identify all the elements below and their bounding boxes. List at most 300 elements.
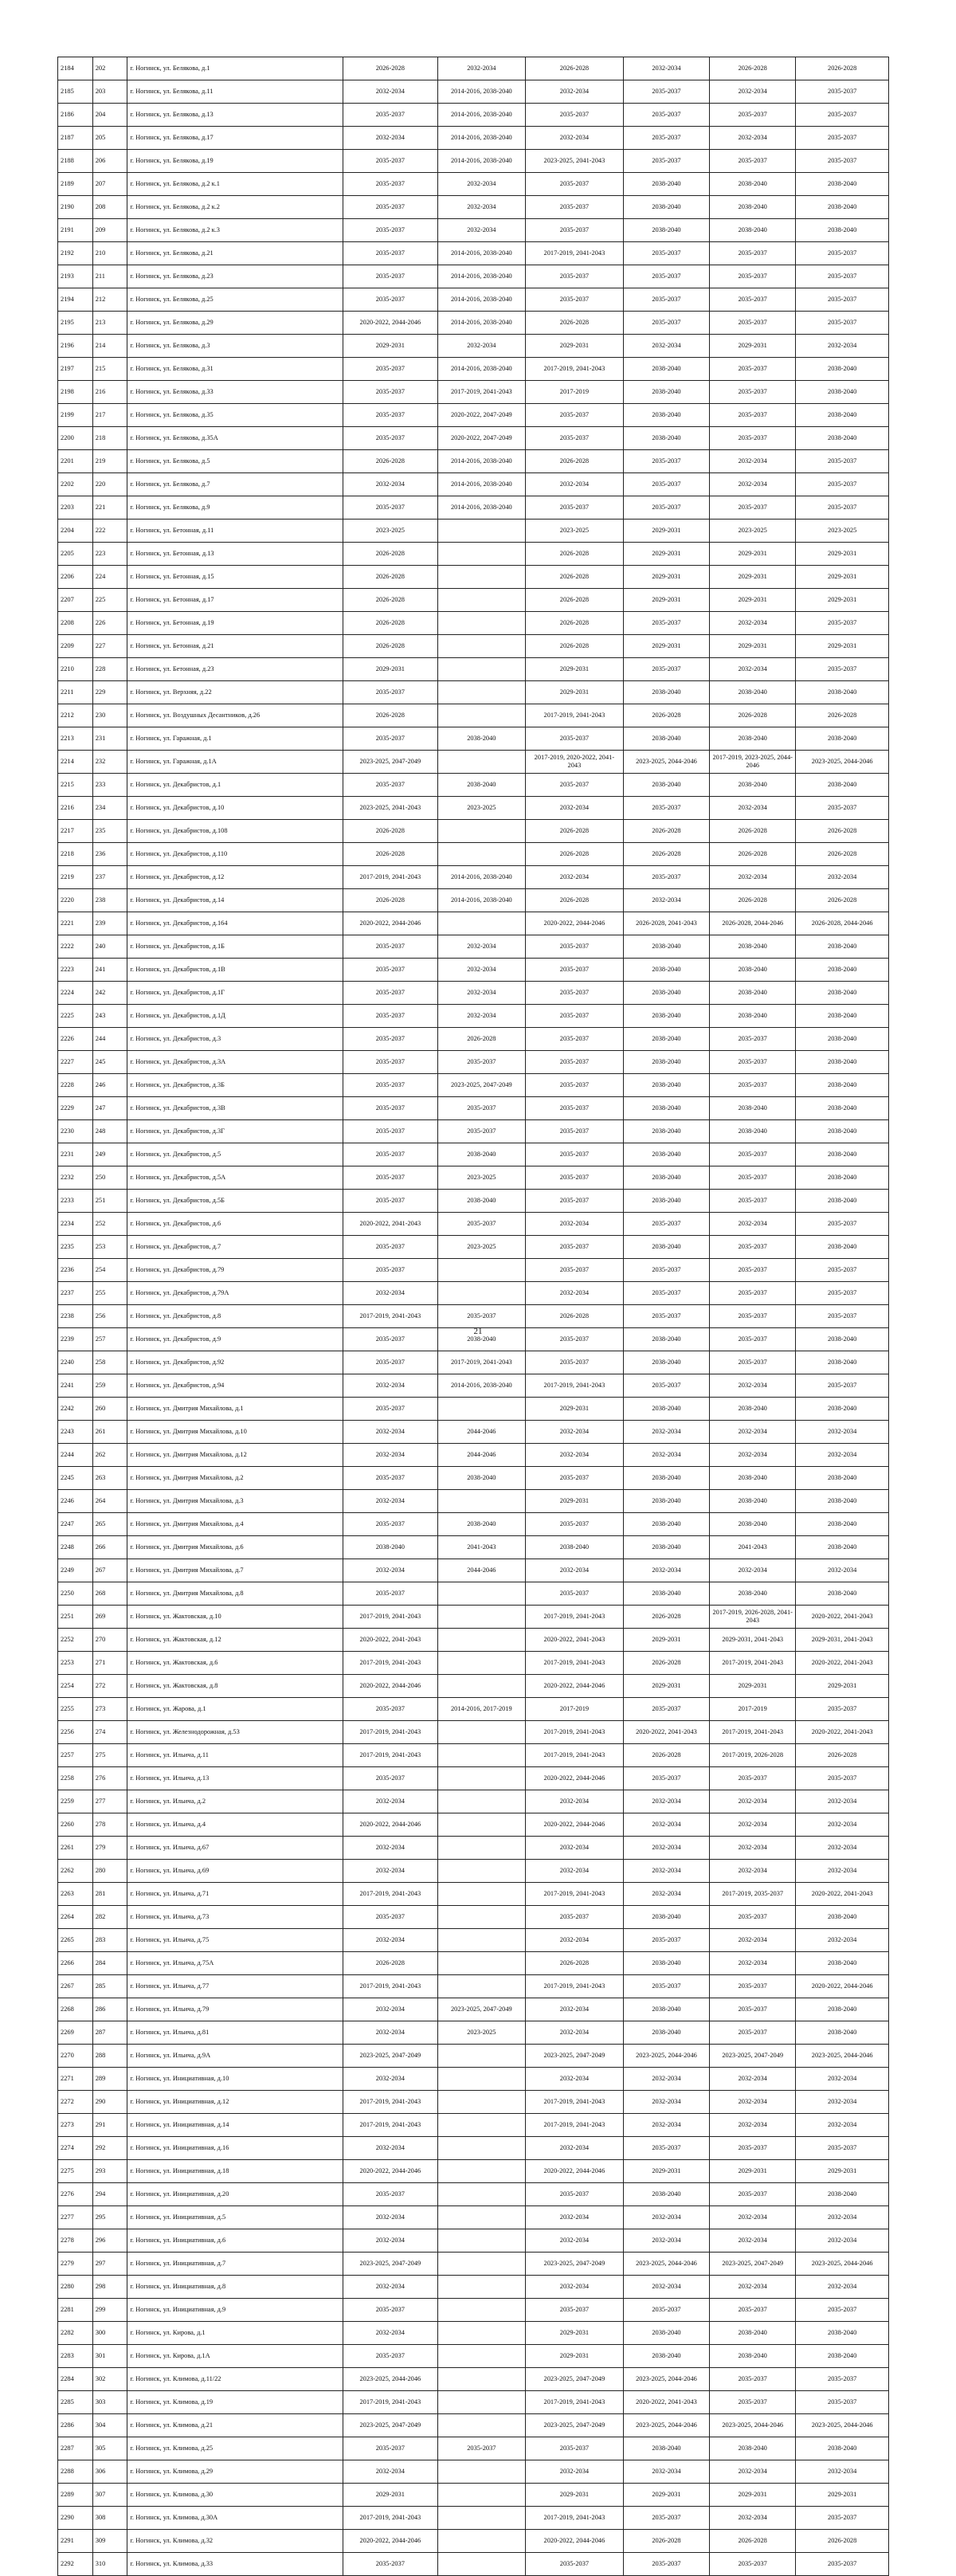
period-col-6-cell: 2035-2037 bbox=[796, 612, 889, 635]
period-col-1-cell: 2017-2019, 2041-2043 bbox=[343, 1606, 438, 1629]
period-col-6-cell: 2035-2037 bbox=[796, 104, 889, 127]
period-col-6-cell: 2029-2031 bbox=[796, 1675, 889, 1698]
address-cell: г. Ногинск, ул. Ильича, д.69 bbox=[127, 1860, 343, 1883]
period-col-3-cell: 2035-2037 bbox=[526, 1513, 624, 1536]
table-row bbox=[58, 843, 889, 866]
period-col-2-cell bbox=[437, 2045, 525, 2068]
item-number-cell: 250 bbox=[92, 1166, 127, 1190]
period-col-4-cell: 2035-2037 bbox=[623, 450, 709, 473]
period-col-6-cell: 2032-2034 bbox=[796, 866, 889, 889]
period-col-3-cell: 2026-2028 bbox=[526, 820, 624, 843]
period-col-4-cell: 2038-2040 bbox=[623, 1952, 709, 1975]
item-number-cell: 255 bbox=[92, 1282, 127, 1305]
period-col-6-cell: 2038-2040 bbox=[796, 1120, 889, 1143]
period-col-4-cell: 2035-2037 bbox=[623, 127, 709, 150]
period-col-6-cell: 2035-2037 bbox=[796, 496, 889, 520]
address-cell: г. Ногинск, ул. Декабристов, д.3А bbox=[127, 1051, 343, 1074]
period-col-6-cell: 2032-2034 bbox=[796, 1559, 889, 1582]
row-number-cell: 2274 bbox=[58, 2137, 93, 2160]
period-col-3-cell: 2032-2034 bbox=[526, 1444, 624, 1467]
address-cell: г. Ногинск, ул. Дмитрия Михайлова, д.1 bbox=[127, 1398, 343, 1421]
period-col-6-cell: 2038-2040 bbox=[796, 1582, 889, 1606]
table-row bbox=[58, 2553, 889, 2576]
period-col-6-cell: 2029-2031, 2041-2043 bbox=[796, 1629, 889, 1652]
period-col-5-cell: 2023-2025, 2047-2049 bbox=[710, 2253, 796, 2276]
period-col-4-cell: 2038-2040 bbox=[623, 2437, 709, 2460]
period-col-1-cell: 2035-2037 bbox=[343, 242, 438, 265]
period-col-1-cell: 2032-2034 bbox=[343, 1790, 438, 1813]
row-number-cell: 2185 bbox=[58, 80, 93, 104]
table-row bbox=[58, 1744, 889, 1767]
address-cell: г. Ногинск, ул. Бетонная, д.13 bbox=[127, 543, 343, 566]
table-row bbox=[58, 1490, 889, 1513]
table-row bbox=[58, 427, 889, 450]
period-col-2-cell: 2020-2022, 2047-2049 bbox=[437, 427, 525, 450]
item-number-cell: 234 bbox=[92, 797, 127, 820]
period-col-4-cell: 2038-2040 bbox=[623, 727, 709, 751]
table-row bbox=[58, 1975, 889, 1998]
period-col-6-cell: 2038-2040 bbox=[796, 1513, 889, 1536]
period-col-3-cell: 2023-2025, 2047-2049 bbox=[526, 2414, 624, 2437]
period-col-3-cell: 2035-2037 bbox=[526, 774, 624, 797]
address-cell: г. Ногинск, ул. Декабристов, д.9 bbox=[127, 1328, 343, 1351]
address-cell: г. Ногинск, ул. Декабристов, д.6 bbox=[127, 1213, 343, 1236]
item-number-cell: 260 bbox=[92, 1398, 127, 1421]
item-number-cell: 297 bbox=[92, 2253, 127, 2276]
period-col-3-cell: 2035-2037 bbox=[526, 1005, 624, 1028]
period-col-1-cell: 2023-2025, 2047-2049 bbox=[343, 2253, 438, 2276]
address-cell: г. Ногинск, ул. Ильича, д.71 bbox=[127, 1883, 343, 1906]
period-col-6-cell: 2038-2040 bbox=[796, 1490, 889, 1513]
period-col-6-cell: 2032-2034 bbox=[796, 2114, 889, 2137]
address-cell: г. Ногинск, ул. Жактовская, д.6 bbox=[127, 1652, 343, 1675]
period-col-5-cell: 2026-2028 bbox=[710, 57, 796, 80]
address-cell: г. Ногинск, ул. Воздушных Десантников, д.26 bbox=[127, 704, 343, 727]
period-col-4-cell: 2038-2040 bbox=[623, 1143, 709, 1166]
period-col-6-cell: 2038-2040 bbox=[796, 2437, 889, 2460]
period-col-3-cell: 2032-2034 bbox=[526, 2229, 624, 2253]
period-col-3-cell: 2032-2034 bbox=[526, 1559, 624, 1582]
address-cell: г. Ногинск, ул. Белякова, д.11 bbox=[127, 80, 343, 104]
period-col-4-cell: 2038-2040 bbox=[623, 1120, 709, 1143]
table-row bbox=[58, 496, 889, 520]
period-col-4-cell: 2035-2037 bbox=[623, 312, 709, 335]
period-col-2-cell: 2044-2046 bbox=[437, 1444, 525, 1467]
period-col-6-cell: 2038-2040 bbox=[796, 2322, 889, 2345]
row-number-cell: 2266 bbox=[58, 1952, 93, 1975]
period-col-3-cell: 2035-2037 bbox=[526, 1351, 624, 1374]
table-row bbox=[58, 1051, 889, 1074]
period-col-6-cell: 2038-2040 bbox=[796, 404, 889, 427]
period-col-1-cell: 2032-2034 bbox=[343, 1860, 438, 1883]
table-row bbox=[58, 288, 889, 312]
period-col-1-cell: 2032-2034 bbox=[343, 2460, 438, 2484]
period-col-6-cell: 2035-2037 bbox=[796, 1698, 889, 1721]
period-col-1-cell: 2020-2022, 2044-2046 bbox=[343, 2530, 438, 2553]
row-number-cell: 2190 bbox=[58, 196, 93, 219]
period-col-1-cell: 2032-2034 bbox=[343, 2206, 438, 2229]
period-col-3-cell: 2026-2028 bbox=[526, 57, 624, 80]
period-col-4-cell: 2038-2040 bbox=[623, 2322, 709, 2345]
row-number-cell: 2245 bbox=[58, 1467, 93, 1490]
period-col-3-cell: 2032-2034 bbox=[526, 1282, 624, 1305]
period-col-5-cell: 2035-2037 bbox=[710, 2021, 796, 2045]
period-col-6-cell: 2032-2034 bbox=[796, 1813, 889, 1837]
period-col-6-cell: 2032-2034 bbox=[796, 2091, 889, 2114]
period-col-3-cell: 2029-2031 bbox=[526, 2345, 624, 2368]
period-col-5-cell: 2029-2031 bbox=[710, 635, 796, 658]
row-number-cell: 2214 bbox=[58, 751, 93, 774]
period-col-6-cell: 2038-2040 bbox=[796, 982, 889, 1005]
item-number-cell: 271 bbox=[92, 1652, 127, 1675]
period-col-3-cell: 2032-2034 bbox=[526, 2021, 624, 2045]
period-col-5-cell: 2029-2031 bbox=[710, 589, 796, 612]
address-cell: г. Ногинск, ул. Ильича, д.2 bbox=[127, 1790, 343, 1813]
row-number-cell: 2265 bbox=[58, 1929, 93, 1952]
table-row bbox=[58, 473, 889, 496]
item-number-cell: 294 bbox=[92, 2183, 127, 2206]
period-col-3-cell: 2035-2037 bbox=[526, 1236, 624, 1259]
period-col-5-cell: 2035-2037 bbox=[710, 1259, 796, 1282]
period-col-4-cell: 2038-2040 bbox=[623, 173, 709, 196]
period-col-4-cell: 2038-2040 bbox=[623, 681, 709, 704]
period-col-4-cell: 2038-2040 bbox=[623, 196, 709, 219]
period-col-3-cell: 2017-2019, 2041-2043 bbox=[526, 358, 624, 381]
period-col-6-cell: 2035-2037 bbox=[796, 312, 889, 335]
period-col-2-cell bbox=[437, 1790, 525, 1813]
period-col-4-cell: 2032-2034 bbox=[623, 2206, 709, 2229]
period-col-3-cell: 2017-2019, 2041-2043 bbox=[526, 2091, 624, 2114]
period-col-5-cell: 2032-2034 bbox=[710, 1374, 796, 1398]
address-cell: г. Ногинск, ул. Декабристов, д.3 bbox=[127, 1028, 343, 1051]
period-col-5-cell: 2032-2034 bbox=[710, 1444, 796, 1467]
address-cell: г. Ногинск, ул. Белякова, д.9 bbox=[127, 496, 343, 520]
period-col-5-cell: 2026-2028 bbox=[710, 820, 796, 843]
period-col-2-cell: 2014-2016, 2038-2040 bbox=[437, 473, 525, 496]
period-col-6-cell: 2032-2034 bbox=[796, 2206, 889, 2229]
period-col-6-cell: 2038-2040 bbox=[796, 1097, 889, 1120]
period-col-5-cell: 2038-2040 bbox=[710, 681, 796, 704]
item-number-cell: 210 bbox=[92, 242, 127, 265]
period-col-1-cell: 2023-2025, 2047-2049 bbox=[343, 751, 438, 774]
period-col-3-cell: 2032-2034 bbox=[526, 2068, 624, 2091]
period-col-5-cell: 2038-2040 bbox=[710, 1120, 796, 1143]
address-cell: г. Ногинск, ул. Кирова, д.1А bbox=[127, 2345, 343, 2368]
period-col-4-cell: 2026-2028 bbox=[623, 843, 709, 866]
row-number-cell: 2290 bbox=[58, 2507, 93, 2530]
period-col-6-cell: 2029-2031 bbox=[796, 543, 889, 566]
period-col-2-cell: 2032-2034 bbox=[437, 935, 525, 959]
period-col-3-cell: 2035-2037 bbox=[526, 1143, 624, 1166]
period-col-3-cell: 2035-2037 bbox=[526, 935, 624, 959]
period-col-3-cell: 2023-2025, 2047-2049 bbox=[526, 2368, 624, 2391]
period-col-5-cell: 2035-2037 bbox=[710, 288, 796, 312]
table-row bbox=[58, 1028, 889, 1051]
period-col-4-cell: 2032-2034 bbox=[623, 2276, 709, 2299]
period-col-1-cell: 2035-2037 bbox=[343, 1190, 438, 1213]
item-number-cell: 261 bbox=[92, 1421, 127, 1444]
period-col-2-cell bbox=[437, 2091, 525, 2114]
period-col-5-cell: 2017-2019, 2041-2043 bbox=[710, 1652, 796, 1675]
period-col-5-cell: 2035-2037 bbox=[710, 150, 796, 173]
period-col-4-cell: 2035-2037 bbox=[623, 1929, 709, 1952]
period-col-1-cell: 2026-2028 bbox=[343, 820, 438, 843]
row-number-cell: 2288 bbox=[58, 2460, 93, 2484]
period-col-3-cell: 2032-2034 bbox=[526, 866, 624, 889]
period-col-5-cell: 2026-2028 bbox=[710, 2530, 796, 2553]
period-col-5-cell: 2038-2040 bbox=[710, 1467, 796, 1490]
period-col-4-cell: 2035-2037 bbox=[623, 473, 709, 496]
address-cell: г. Ногинск, ул. Ильича, д.79 bbox=[127, 1998, 343, 2021]
period-col-5-cell: 2038-2040 bbox=[710, 173, 796, 196]
period-col-5-cell: 2032-2034 bbox=[710, 1790, 796, 1813]
period-col-3-cell: 2020-2022, 2044-2046 bbox=[526, 912, 624, 935]
table-row bbox=[58, 889, 889, 912]
period-col-2-cell bbox=[437, 2322, 525, 2345]
period-col-1-cell: 2020-2022, 2044-2046 bbox=[343, 312, 438, 335]
table-row bbox=[58, 104, 889, 127]
row-number-cell: 2242 bbox=[58, 1398, 93, 1421]
period-col-4-cell: 2035-2037 bbox=[623, 866, 709, 889]
address-cell: г. Ногинск, ул. Бетонная, д.11 bbox=[127, 520, 343, 543]
item-number-cell: 245 bbox=[92, 1051, 127, 1074]
row-number-cell: 2219 bbox=[58, 866, 93, 889]
period-col-3-cell: 2029-2031 bbox=[526, 1398, 624, 1421]
address-cell: г. Ногинск, ул. Ильича, д.73 bbox=[127, 1906, 343, 1929]
period-col-6-cell: 2032-2034 bbox=[796, 1421, 889, 1444]
period-col-5-cell: 2032-2034 bbox=[710, 658, 796, 681]
period-col-5-cell: 2032-2034 bbox=[710, 2114, 796, 2137]
period-col-5-cell: 2032-2034 bbox=[710, 2276, 796, 2299]
period-col-2-cell bbox=[437, 612, 525, 635]
period-col-6-cell: 2032-2034 bbox=[796, 335, 889, 358]
address-cell: г. Ногинск, ул. Бетонная, д.21 bbox=[127, 635, 343, 658]
row-number-cell: 2253 bbox=[58, 1652, 93, 1675]
period-col-2-cell bbox=[437, 2507, 525, 2530]
item-number-cell: 262 bbox=[92, 1444, 127, 1467]
table-row bbox=[58, 57, 889, 80]
item-number-cell: 212 bbox=[92, 288, 127, 312]
address-cell: г. Ногинск, ул. Инициативная, д.18 bbox=[127, 2160, 343, 2183]
address-cell: г. Ногинск, ул. Декабристов, д.3Г bbox=[127, 1120, 343, 1143]
item-number-cell: 231 bbox=[92, 727, 127, 751]
period-col-2-cell: 2044-2046 bbox=[437, 1559, 525, 1582]
period-col-5-cell: 2032-2034 bbox=[710, 2068, 796, 2091]
period-col-1-cell: 2035-2037 bbox=[343, 104, 438, 127]
table-row bbox=[58, 935, 889, 959]
item-number-cell: 284 bbox=[92, 1952, 127, 1975]
period-col-5-cell: 2032-2034 bbox=[710, 1837, 796, 1860]
period-col-2-cell: 2038-2040 bbox=[437, 1143, 525, 1166]
address-cell: г. Ногинск, ул. Жактовская, д.12 bbox=[127, 1629, 343, 1652]
period-col-4-cell: 2038-2040 bbox=[623, 935, 709, 959]
period-col-6-cell: 2023-2025, 2044-2046 bbox=[796, 2045, 889, 2068]
period-col-1-cell: 2035-2037 bbox=[343, 196, 438, 219]
item-number-cell: 243 bbox=[92, 1005, 127, 1028]
table-row bbox=[58, 1860, 889, 1883]
period-col-3-cell: 2017-2019, 2041-2043 bbox=[526, 242, 624, 265]
period-col-4-cell: 2038-2040 bbox=[623, 774, 709, 797]
period-col-2-cell bbox=[437, 2253, 525, 2276]
period-col-1-cell: 2032-2034 bbox=[343, 1374, 438, 1398]
item-number-cell: 232 bbox=[92, 751, 127, 774]
table-row bbox=[58, 2160, 889, 2183]
item-number-cell: 293 bbox=[92, 2160, 127, 2183]
row-number-cell: 2272 bbox=[58, 2091, 93, 2114]
row-number-cell: 2258 bbox=[58, 1767, 93, 1790]
table-row bbox=[58, 1629, 889, 1652]
address-cell: г. Ногинск, ул. Ильича, д.75А bbox=[127, 1952, 343, 1975]
period-col-6-cell: 2038-2040 bbox=[796, 1074, 889, 1097]
period-col-5-cell: 2035-2037 bbox=[710, 496, 796, 520]
period-col-1-cell: 2026-2028 bbox=[343, 889, 438, 912]
period-col-2-cell: 2038-2040 bbox=[437, 1513, 525, 1536]
period-col-1-cell: 2029-2031 bbox=[343, 2484, 438, 2507]
row-number-cell: 2189 bbox=[58, 173, 93, 196]
address-cell: г. Ногинск, ул. Дмитрия Михайлова, д.4 bbox=[127, 1513, 343, 1536]
period-col-1-cell: 2035-2037 bbox=[343, 1166, 438, 1190]
period-col-3-cell: 2020-2022, 2044-2046 bbox=[526, 1813, 624, 1837]
period-col-2-cell bbox=[437, 1652, 525, 1675]
row-number-cell: 2224 bbox=[58, 982, 93, 1005]
period-col-6-cell: 2032-2034 bbox=[796, 1444, 889, 1467]
period-col-2-cell bbox=[437, 751, 525, 774]
period-col-1-cell: 2017-2019, 2041-2043 bbox=[343, 1721, 438, 1744]
period-col-3-cell: 2026-2028 bbox=[526, 1952, 624, 1975]
row-number-cell: 2227 bbox=[58, 1051, 93, 1074]
period-col-5-cell: 2026-2028 bbox=[710, 704, 796, 727]
address-cell: г. Ногинск, ул. Кирова, д.1 bbox=[127, 2322, 343, 2345]
period-col-1-cell: 2017-2019, 2041-2043 bbox=[343, 2391, 438, 2414]
period-col-4-cell: 2035-2037 bbox=[623, 1282, 709, 1305]
period-col-4-cell: 2029-2031 bbox=[623, 520, 709, 543]
period-col-1-cell: 2035-2037 bbox=[343, 2183, 438, 2206]
address-cell: г. Ногинск, ул. Белякова, д.17 bbox=[127, 127, 343, 150]
address-cell: г. Ногинск, ул. Белякова, д.35А bbox=[127, 427, 343, 450]
address-cell: г. Ногинск, ул. Белякова, д.21 bbox=[127, 242, 343, 265]
table-row bbox=[58, 1998, 889, 2021]
period-col-1-cell: 2035-2037 bbox=[343, 496, 438, 520]
period-col-3-cell: 2023-2025, 2047-2049 bbox=[526, 2253, 624, 2276]
period-col-2-cell bbox=[437, 1975, 525, 1998]
item-number-cell: 278 bbox=[92, 1813, 127, 1837]
period-col-3-cell: 2035-2037 bbox=[526, 1259, 624, 1282]
period-col-6-cell: 2035-2037 bbox=[796, 127, 889, 150]
period-col-2-cell bbox=[437, 2160, 525, 2183]
period-col-1-cell: 2035-2037 bbox=[343, 935, 438, 959]
period-col-5-cell: 2035-2037 bbox=[710, 242, 796, 265]
period-col-3-cell: 2032-2034 bbox=[526, 1860, 624, 1883]
period-col-2-cell: 2035-2037 bbox=[437, 1213, 525, 1236]
period-col-5-cell: 2038-2040 bbox=[710, 196, 796, 219]
item-number-cell: 291 bbox=[92, 2114, 127, 2137]
item-number-cell: 268 bbox=[92, 1582, 127, 1606]
address-cell: г. Ногинск, ул. Декабристов, д.1В bbox=[127, 959, 343, 982]
row-number-cell: 2269 bbox=[58, 2021, 93, 2045]
address-cell: г. Ногинск, ул. Жактовская, д.10 bbox=[127, 1606, 343, 1629]
table-row bbox=[58, 612, 889, 635]
period-col-2-cell bbox=[437, 2068, 525, 2091]
item-number-cell: 238 bbox=[92, 889, 127, 912]
item-number-cell: 247 bbox=[92, 1097, 127, 1120]
period-col-2-cell: 2038-2040 bbox=[437, 1328, 525, 1351]
period-col-3-cell: 2017-2019, 2041-2043 bbox=[526, 1606, 624, 1629]
period-col-2-cell bbox=[437, 543, 525, 566]
item-number-cell: 207 bbox=[92, 173, 127, 196]
period-col-5-cell: 2038-2040 bbox=[710, 2322, 796, 2345]
period-col-4-cell: 2038-2040 bbox=[623, 1467, 709, 1490]
table-row bbox=[58, 520, 889, 543]
item-number-cell: 310 bbox=[92, 2553, 127, 2576]
period-col-4-cell: 2026-2028 bbox=[623, 820, 709, 843]
period-col-1-cell: 2023-2025 bbox=[343, 520, 438, 543]
period-col-3-cell: 2017-2019, 2041-2043 bbox=[526, 1975, 624, 1998]
period-col-3-cell: 2032-2034 bbox=[526, 127, 624, 150]
period-col-5-cell: 2032-2034 bbox=[710, 2206, 796, 2229]
period-col-2-cell: 2020-2022, 2047-2049 bbox=[437, 404, 525, 427]
table-row bbox=[58, 774, 889, 797]
period-col-2-cell bbox=[437, 1259, 525, 1282]
table-row bbox=[58, 2045, 889, 2068]
period-col-1-cell: 2032-2034 bbox=[343, 2229, 438, 2253]
address-cell: г. Ногинск, ул. Инициативная, д.5 bbox=[127, 2206, 343, 2229]
item-number-cell: 292 bbox=[92, 2137, 127, 2160]
item-number-cell: 229 bbox=[92, 681, 127, 704]
period-col-6-cell: 2035-2037 bbox=[796, 1767, 889, 1790]
item-number-cell: 285 bbox=[92, 1975, 127, 1998]
period-col-4-cell: 2038-2040 bbox=[623, 358, 709, 381]
period-col-3-cell: 2026-2028 bbox=[526, 543, 624, 566]
period-col-5-cell: 2032-2034 bbox=[710, 450, 796, 473]
period-col-2-cell bbox=[437, 2414, 525, 2437]
period-col-6-cell: 2032-2034 bbox=[796, 1929, 889, 1952]
row-number-cell: 2225 bbox=[58, 1005, 93, 1028]
period-col-6-cell: 2038-2040 bbox=[796, 1143, 889, 1166]
period-col-4-cell: 2038-2040 bbox=[623, 1166, 709, 1190]
period-col-5-cell: 2035-2037 bbox=[710, 1074, 796, 1097]
period-col-4-cell: 2035-2037 bbox=[623, 1305, 709, 1328]
period-col-1-cell: 2035-2037 bbox=[343, 265, 438, 288]
table-row bbox=[58, 2391, 889, 2414]
period-col-5-cell: 2035-2037 bbox=[710, 265, 796, 288]
table-row bbox=[58, 173, 889, 196]
period-col-1-cell: 2017-2019, 2041-2043 bbox=[343, 2507, 438, 2530]
item-number-cell: 263 bbox=[92, 1467, 127, 1490]
period-col-4-cell: 2032-2034 bbox=[623, 1883, 709, 1906]
item-number-cell: 209 bbox=[92, 219, 127, 242]
item-number-cell: 205 bbox=[92, 127, 127, 150]
period-col-2-cell: 2014-2016, 2038-2040 bbox=[437, 358, 525, 381]
row-number-cell: 2209 bbox=[58, 635, 93, 658]
period-col-5-cell: 2032-2034 bbox=[710, 473, 796, 496]
address-cell: г. Ногинск, ул. Белякова, д.29 bbox=[127, 312, 343, 335]
table-row bbox=[58, 820, 889, 843]
table-row bbox=[58, 797, 889, 820]
row-number-cell: 2284 bbox=[58, 2368, 93, 2391]
table-row bbox=[58, 2137, 889, 2160]
address-cell: г. Ногинск, ул. Ильича, д.9А bbox=[127, 2045, 343, 2068]
row-number-cell: 2248 bbox=[58, 1536, 93, 1559]
table-row bbox=[58, 2368, 889, 2391]
period-col-2-cell: 2032-2034 bbox=[437, 982, 525, 1005]
period-col-3-cell: 2017-2019, 2020-2022, 2041-2043 bbox=[526, 751, 624, 774]
row-number-cell: 2263 bbox=[58, 1883, 93, 1906]
period-col-3-cell: 2029-2031 bbox=[526, 681, 624, 704]
period-col-2-cell: 2023-2025 bbox=[437, 1236, 525, 1259]
period-col-1-cell: 2026-2028 bbox=[343, 57, 438, 80]
period-col-6-cell: 2026-2028 bbox=[796, 2530, 889, 2553]
period-col-3-cell: 2026-2028 bbox=[526, 312, 624, 335]
